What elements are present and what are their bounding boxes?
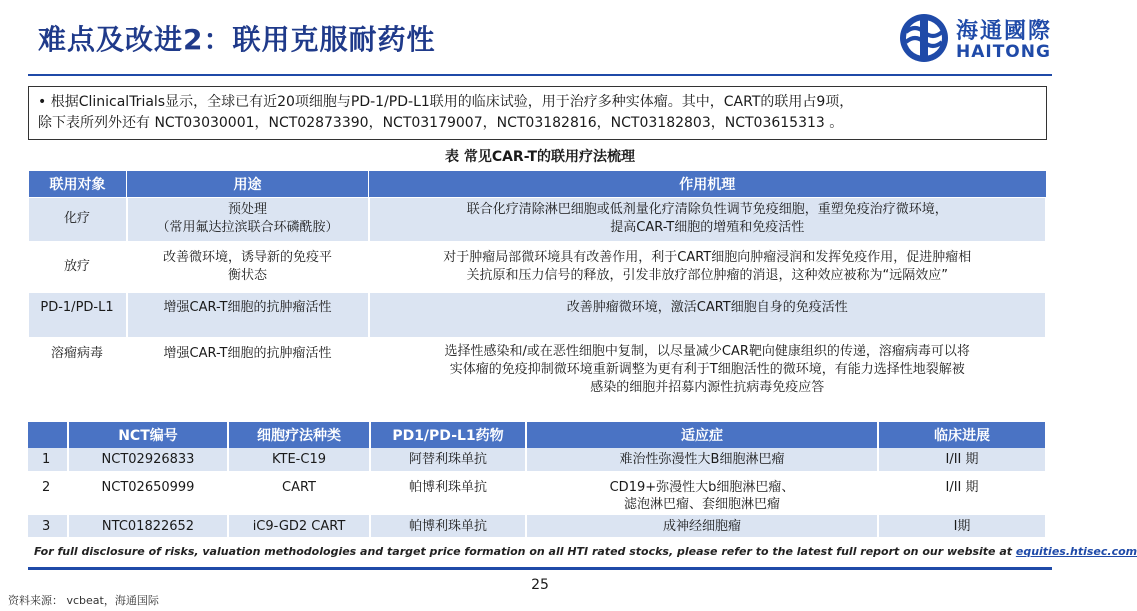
cell-line: 增强CAR-T细胞的抗肿瘤活性 [163, 345, 332, 361]
cell-target: 溶瘤病毒 [29, 338, 127, 404]
cell-mechanism [369, 338, 1047, 404]
cell-nct: NTC01822652 [68, 514, 228, 538]
cell-indication [526, 448, 878, 472]
intro-box [28, 86, 1047, 140]
table-row [29, 242, 1047, 292]
page-number: 25 [531, 577, 549, 593]
cell-no: 1 [28, 448, 68, 472]
cell-line: 对于肿瘤局部微环境具有改善作用，利于CART细胞向肿瘤浸润和发挥免疫作用，促进肿瘤相 [443, 249, 972, 265]
cell-phase: I/II 期 [878, 448, 1046, 472]
cell-use [127, 198, 369, 242]
cell-line: 选择性感染和/或在恶性细胞中复制，以尽量减少CAR靶向健康组织的传递，溶瘤病毒可以将 [444, 343, 970, 359]
cell-therapy: iC9-GD2 CART [228, 514, 370, 538]
cell-line: 提高CAR-T细胞的增殖和免疫活性 [610, 220, 805, 236]
cell-drug: 帕博利珠单抗 [370, 514, 526, 538]
cell-line: 难治性弥漫性大B细胞淋巴瘤 [619, 452, 785, 467]
col-header-no [28, 422, 68, 448]
intro-line-1: • 根据ClinicalTrials显示，全球已有近20项细胞与PD-1/PD-L1联用的临床试验，用于治疗多种实体瘤。其中，CART的联用占9项， [38, 94, 854, 110]
cell-line: 预处理 [227, 202, 267, 218]
cell-line: 改善微环境，诱导新的免疫平 [162, 249, 332, 265]
table-row [29, 292, 1047, 338]
cell-mechanism [369, 198, 1047, 242]
cell-target: PD-1/PD-L1 [29, 292, 127, 338]
logo-english-text: HAITONG [956, 42, 1051, 62]
col-header-phase: 临床进展 [878, 422, 1046, 448]
website-link[interactable]: equities.htisec.com [1015, 545, 1137, 558]
table-row [29, 338, 1047, 404]
cell-line: 联合化疗清除淋巴细胞或低剂量化疗清除负性调节免疫细胞，重塑免疫治疗微环境， [466, 202, 948, 218]
source-note: 资料来源： vcbeat，海通国际 [8, 594, 159, 607]
cell-line: 实体瘤的免疫抑制微环境重新调整为更有利于T细胞活性的微环境，有能力选择性地裂解被 [449, 361, 965, 377]
col-header-mechanism: 作用机理 [369, 171, 1047, 198]
intro-line-2: 除下表所列外还有 NCT03030001，NCT02873390，NCT03179007，NCT03182816，NCT03182803，NCT03615313 。 [38, 115, 844, 131]
disclaimer [34, 545, 1137, 558]
cell-line: 衡状态 [227, 267, 267, 283]
cell-line: （常用氟达拉滨联合环磷酰胺） [156, 220, 339, 236]
cell-phase: I期 [878, 514, 1046, 538]
haitong-logo [898, 12, 1068, 66]
haitong-logo-icon [898, 12, 950, 64]
combination-therapy-table [28, 170, 1047, 405]
cell-nct: NCT02926833 [68, 448, 228, 472]
col-header-target: 联用对象 [29, 171, 127, 198]
cell-indication [526, 472, 878, 514]
cell-indication [526, 514, 878, 538]
col-header-therapy: 细胞疗法种类 [228, 422, 370, 448]
clinical-trials-table [28, 422, 1047, 539]
cell-line: 增强CAR-T细胞的抗肿瘤活性 [163, 299, 332, 315]
table-row [28, 514, 1046, 538]
disclaimer-text: For full disclosure of risks, valuation methodologies and target price formation on all HTI rated stocks, please refer to the latest full report on our website at [34, 545, 1016, 558]
page-title: 难点及改进2：联用克服耐药性 [38, 23, 436, 56]
cell-mechanism [369, 292, 1047, 338]
cell-phase: I/II 期 [878, 472, 1046, 514]
table-caption: 表 常见CAR-T的联用疗法梳理 [444, 149, 636, 165]
cell-line: 成神经细胞瘤 [662, 518, 741, 534]
cell-no: 3 [28, 514, 68, 538]
cell-line: 改善肿瘤微环境，激活CART细胞自身的免疫活性 [566, 299, 848, 315]
cell-nct: NCT02650999 [68, 472, 228, 514]
cell-drug: 帕博利珠单抗 [370, 472, 526, 514]
table-row [28, 448, 1046, 472]
header-divider [28, 74, 1052, 76]
cell-therapy: CART [228, 472, 370, 514]
cell-therapy: KTE-C19 [228, 448, 370, 472]
col-header-nct: NCT编号 [68, 422, 228, 448]
table-row [28, 472, 1046, 514]
cell-target: 放疗 [29, 242, 127, 292]
cell-use [127, 338, 369, 404]
logo-chinese-text: 海通國際 [956, 19, 1053, 44]
cell-mechanism [369, 242, 1047, 292]
cell-line: 关抗原和压力信号的释放，引发非放疗部位肿瘤的消退，这种效应被称为“远隔效应” [466, 267, 948, 283]
cell-use [127, 292, 369, 338]
cell-use [127, 242, 369, 292]
cell-no: 2 [28, 472, 68, 514]
cell-target: 化疗 [29, 198, 127, 242]
cell-line: CD19+弥漫性大b细胞淋巴瘤、 [609, 480, 795, 495]
cell-line: 感染的细胞并招募内源性抗病毒免疫应答 [590, 379, 825, 395]
col-header-use: 用途 [127, 171, 369, 198]
col-header-indication: 适应症 [526, 422, 878, 448]
col-header-drug: PD1/PD-L1药物 [370, 422, 526, 448]
cell-line: 滤泡淋巴瘤、套细胞淋巴瘤 [623, 497, 780, 512]
cell-drug: 阿替利珠单抗 [370, 448, 526, 472]
table-row [29, 198, 1047, 242]
footer-divider [28, 567, 1052, 570]
